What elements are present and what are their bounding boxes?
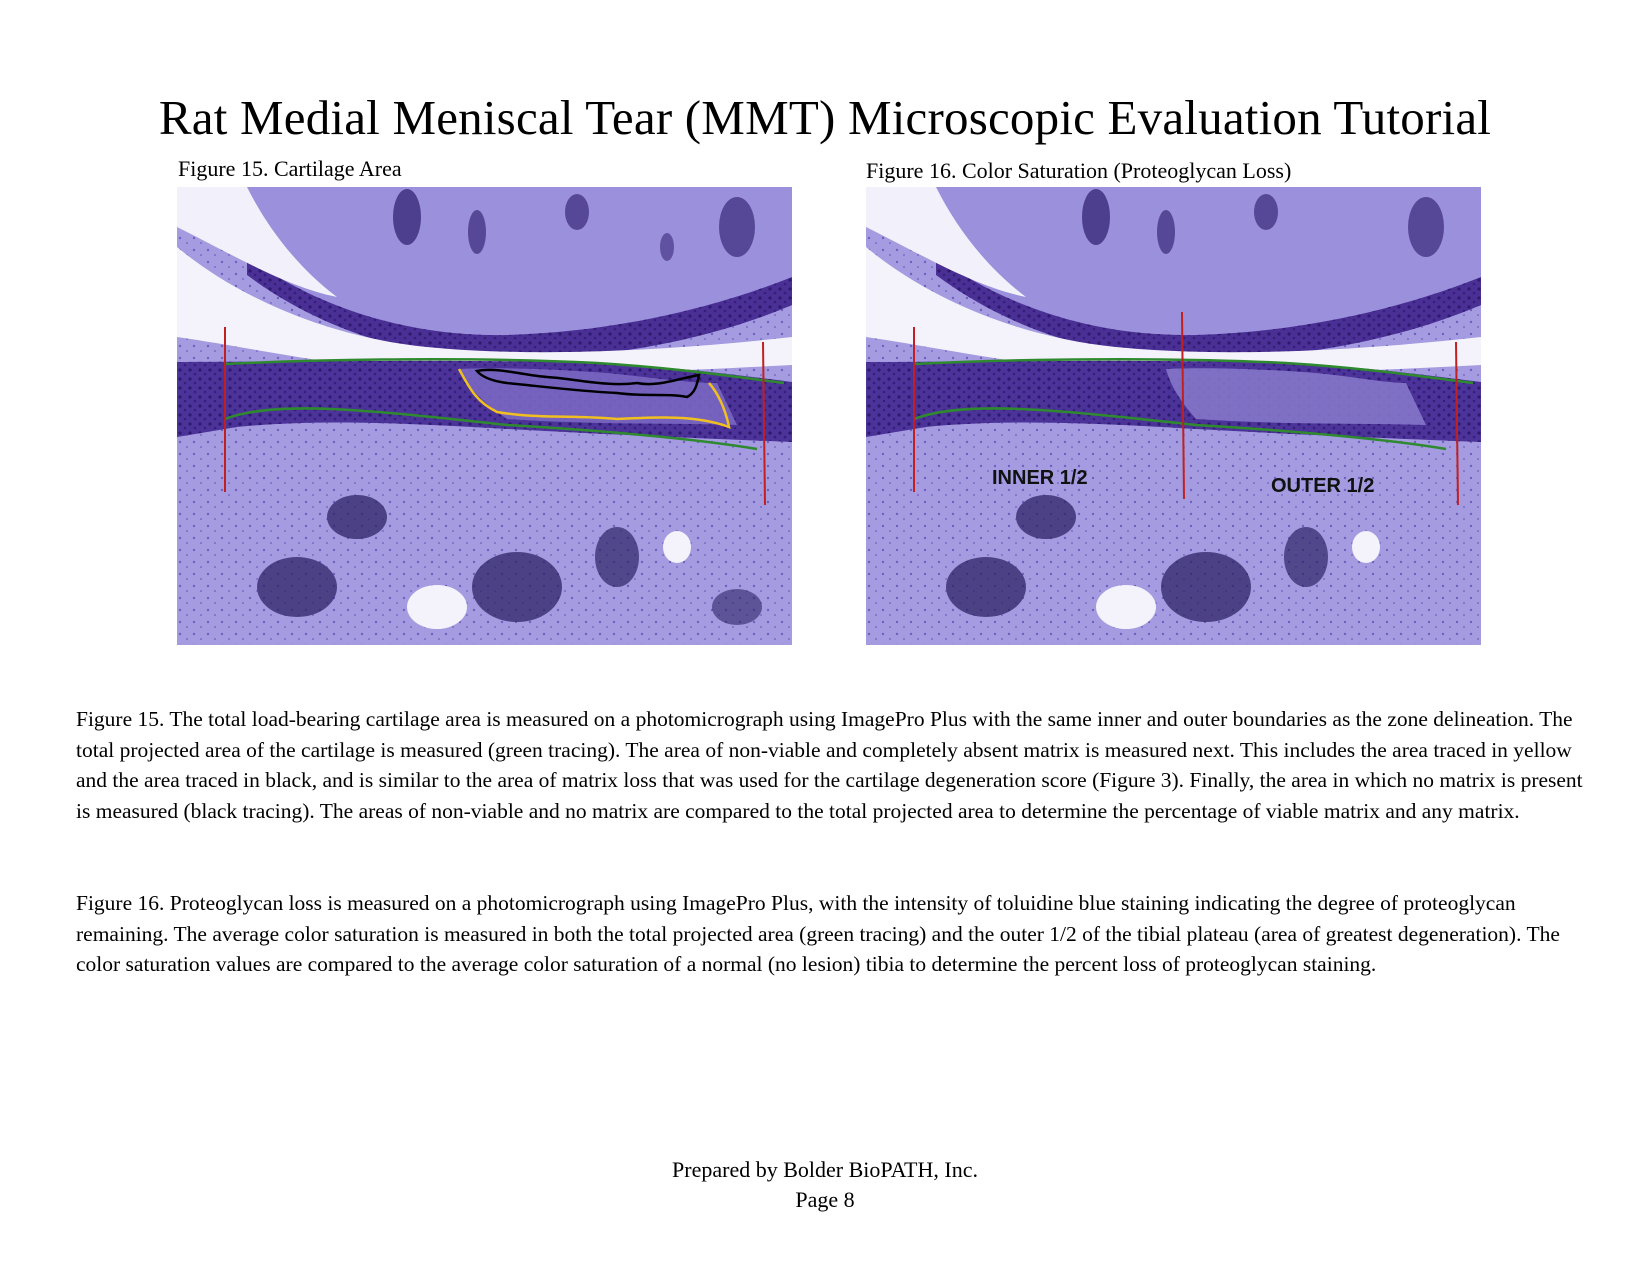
figure-15-photomicrograph [177,187,792,645]
figure-15-description: Figure 15. The total load-bearing cartilage area is measured on a photomicrograph using ImagePro Plus with the same inner and outer boundaries as the zone delineation. The total projected area of the cartilage is measured (green tracing). The area of non-viable and completely absent matrix is measured next. This includes the area traced in yellow and the area traced in black, and is similar to the area of matrix loss that was used for the cartilage degeneration score (Figure 3). Finally, the area in which no matrix is present is measured (black tracing). The areas of non-viable and no matrix are compared to the total projected area to determine the percentage of viable matrix and any matrix. [76,707,1583,823]
outer-half-label: OUTER 1/2 [1271,475,1375,497]
figure-16-description: Figure 16. Proteoglycan loss is measured on a photomicrograph using ImagePro Plus, with the intensity of toluidine blue staining indicating the degree of proteoglycan remaining. The average color saturation is measured in both the total projected area (green tracing) and the outer 1/2 of the tibial plateau (area of greatest degeneration). The color saturation values are compared to the average color saturation of a normal (no lesion) tibia to determine the percent loss of proteoglycan staining. [76,891,1560,976]
prepared-by: Prepared by Bolder BioPATH, Inc. [672,1157,978,1182]
figure-16-photomicrograph [866,187,1481,645]
inner-half-label: INNER 1/2 [992,467,1088,489]
page-footer [0,1155,1650,1215]
page-title: Rat Medial Meniscal Tear (MMT) Microscopic Evaluation Tutorial [158,90,1492,145]
figure-16-caption: Figure 16. Color Saturation (Proteoglycan Loss) [866,158,1292,183]
figure-15-caption: Figure 15. Cartilage Area [178,156,402,181]
page-number: Page 8 [795,1187,855,1212]
